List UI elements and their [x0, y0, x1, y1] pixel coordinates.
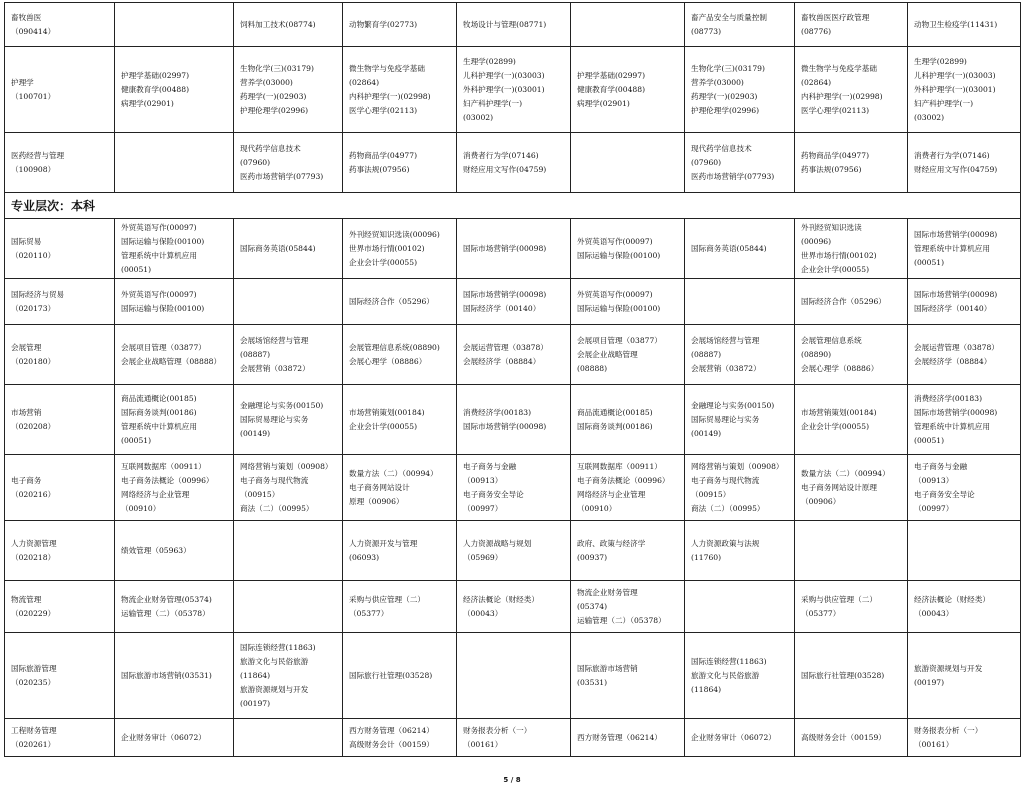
- course-cell: 会展项目管理（03877） 会展企业战略管理 (08888): [571, 325, 685, 385]
- course-cell: 畜产品安全与质量控制 (08773): [685, 3, 795, 47]
- table-row: [5, 455, 1021, 521]
- course-cell: 会展运营管理（03878） 会展经济学（08884）: [908, 325, 1021, 385]
- course-cell: 绩效管理（05963）: [115, 521, 234, 581]
- course-cell: [234, 581, 343, 633]
- course-cell: 金融理论与实务(00150) 国际贸易理论与实务 (00149): [685, 385, 795, 455]
- major-cell: 护理学 （100701）: [5, 47, 115, 133]
- course-cell: 外刊经贸知识选读 (00096) 世界市场行情(00102) 企业会计学(00055): [795, 219, 908, 279]
- course-cell: 国际旅行社管理(03528): [795, 633, 908, 719]
- table-section-lower: [5, 219, 1021, 757]
- major-cell: 人力资源管理 （020218）: [5, 521, 115, 581]
- course-cell: 国际市场营销学(00098): [457, 219, 571, 279]
- course-cell: [115, 3, 234, 47]
- major-cell: 电子商务 （020216）: [5, 455, 115, 521]
- page-number: 5 / 8: [503, 776, 521, 784]
- course-cell: 国际旅游市场营销(03531): [115, 633, 234, 719]
- course-cell: 外贸英语写作(00097) 国际运输与保险(00100): [571, 279, 685, 325]
- course-cell: 人力资源政策与法规 (11760): [685, 521, 795, 581]
- course-cell: 财务报表分析（一） （00161）: [457, 719, 571, 757]
- document-page: [4, 2, 1020, 757]
- course-cell: 牧场设计与管理(08771): [457, 3, 571, 47]
- course-cell: 国际商务英语(05844): [234, 219, 343, 279]
- course-cell: 网络营销与策划（00908） 电子商务与现代物流 （00915） 商法（二）（00995）: [685, 455, 795, 521]
- course-cell: [685, 581, 795, 633]
- course-cell: 政府、政策与经济学 (00937): [571, 521, 685, 581]
- major-cell: 国际旅游管理 （020235）: [5, 633, 115, 719]
- course-cell: 动物卫生检疫学(11431): [908, 3, 1021, 47]
- course-cell: 西方财务管理（06214） 高级财务会计（00159）: [343, 719, 457, 757]
- table-row: [5, 633, 1021, 719]
- course-cell: [571, 3, 685, 47]
- course-cell: 药物商品学(04977) 药事法规(07956): [795, 133, 908, 193]
- major-cell: 工程财务管理 （020261）: [5, 719, 115, 757]
- course-cell: 国际市场营销学(00098) 国际经济学（00140）: [457, 279, 571, 325]
- course-cell: 生理学(02899) 儿科护理学(一)(03003) 外科护理学(一)(03001) 妇产科护理学(一) (03002): [457, 47, 571, 133]
- course-cell: 外贸英语写作(00097) 国际运输与保险(00100) 管理系统中计算机应用 (00051): [115, 219, 234, 279]
- major-cell: 物流管理 （020229）: [5, 581, 115, 633]
- course-cell: 会展场馆经营与管理 (08887) 会展营销（03872）: [234, 325, 343, 385]
- course-cell: 药物商品学(04977) 药事法规(07956): [343, 133, 457, 193]
- course-cell: 国际经济合作（05296）: [343, 279, 457, 325]
- exam-course-table: [4, 2, 1021, 757]
- major-cell: 会展管理 （020180）: [5, 325, 115, 385]
- table-row: [5, 325, 1021, 385]
- course-cell: 国际市场营销学(00098) 管理系统中计算机应用 (00051): [908, 219, 1021, 279]
- course-cell: 电子商务与金融 （00913） 电子商务安全导论 （00997）: [457, 455, 571, 521]
- table-row: [5, 279, 1021, 325]
- major-cell: 市场营销 （020208）: [5, 385, 115, 455]
- course-cell: 数量方法（二）（00994） 电子商务网站设计原理 （00906）: [795, 455, 908, 521]
- course-cell: 人力资源开发与管理 (06093): [343, 521, 457, 581]
- course-cell: 外贸英语写作(00097) 国际运输与保险(00100): [115, 279, 234, 325]
- course-cell: 物流企业财务管理(05374) 运输管理（二）（05378）: [115, 581, 234, 633]
- course-cell: 会展运营管理（03878） 会展经济学（08884）: [457, 325, 571, 385]
- course-cell: 采购与供应管理（二） （05377）: [343, 581, 457, 633]
- course-cell: 微生物学与免疫学基础 (02864) 内科护理学(一)(02998) 医学心理学(02113): [343, 47, 457, 133]
- course-cell: 动物繁育学(02773): [343, 3, 457, 47]
- course-cell: 会展项目管理（03877） 会展企业战略管理（08888）: [115, 325, 234, 385]
- table-row: [5, 581, 1021, 633]
- course-cell: 外刊经贸知识选读(00096) 世界市场行情(00102) 企业会计学(00055): [343, 219, 457, 279]
- course-cell: 会展场馆经营与管理 (08887) 会展营销（03872）: [685, 325, 795, 385]
- major-cell: 畜牧兽医 （090414）: [5, 3, 115, 47]
- course-cell: 国际连锁经营(11863) 旅游文化与民俗旅游 (11864) 旅游资源规划与开发 (00197): [234, 633, 343, 719]
- course-cell: 消费经济学(00183) 国际市场营销学(00098) 管理系统中计算机应用 (00051): [908, 385, 1021, 455]
- course-cell: 采购与供应管理（二） （05377）: [795, 581, 908, 633]
- course-cell: [234, 279, 343, 325]
- table-row: [5, 719, 1021, 757]
- course-cell: 高级财务会计（00159）: [795, 719, 908, 757]
- table-row: [5, 385, 1021, 455]
- course-cell: 国际经济合作（05296）: [795, 279, 908, 325]
- course-cell: 畜牧兽医医疗政管理 (08776): [795, 3, 908, 47]
- course-cell: 企业财务审计（06072）: [685, 719, 795, 757]
- course-cell: 国际旅行社管理(03528): [343, 633, 457, 719]
- course-cell: 国际旅游市场营销 (03531): [571, 633, 685, 719]
- course-cell: [908, 521, 1021, 581]
- course-cell: 企业财务审计（06072）: [115, 719, 234, 757]
- course-cell: 数量方法（二）（00994） 电子商务网站设计 原理（00906）: [343, 455, 457, 521]
- course-cell: 消费者行为学(07146) 财经应用文写作(04759): [908, 133, 1021, 193]
- course-cell: 互联网数据库（00911） 电子商务法概论（00996） 网络经济与企业管理 （00910）: [571, 455, 685, 521]
- course-cell: 西方财务管理（06214）: [571, 719, 685, 757]
- course-cell: 饲料加工技术(08774): [234, 3, 343, 47]
- course-cell: 互联网数据库（00911） 电子商务法概论（00996） 网络经济与企业管理 （00910）: [115, 455, 234, 521]
- course-cell: 国际商务英语(05844): [685, 219, 795, 279]
- major-cell: 国际经济与贸易 （020173）: [5, 279, 115, 325]
- course-cell: 护理学基础(02997) 健康教育学(00488) 病理学(02901): [115, 47, 234, 133]
- course-cell: 现代药学信息技术 (07960) 医药市场营销学(07793): [234, 133, 343, 193]
- course-cell: 会展管理信息系统(08890) 会展心理学（08886）: [343, 325, 457, 385]
- course-cell: 旅游资源规划与开发 (00197): [908, 633, 1021, 719]
- course-cell: 网络营销与策划（00908） 电子商务与现代物流 （00915） 商法（二）（00995）: [234, 455, 343, 521]
- table-row: [5, 521, 1021, 581]
- course-cell: 财务报表分析（一） （00161）: [908, 719, 1021, 757]
- course-cell: [685, 279, 795, 325]
- course-cell: 会展管理信息系统 (08890) 会展心理学（08886）: [795, 325, 908, 385]
- course-cell: 金融理论与实务(00150) 国际贸易理论与实务 (00149): [234, 385, 343, 455]
- course-cell: 物流企业财务管理 (05374) 运输管理（二）（05378）: [571, 581, 685, 633]
- course-cell: 微生物学与免疫学基础 (02864) 内科护理学(一)(02998) 医学心理学(02113): [795, 47, 908, 133]
- course-cell: 国际市场营销学(00098) 国际经济学（00140）: [908, 279, 1021, 325]
- course-cell: 现代药学信息技术 (07960) 医药市场营销学(07793): [685, 133, 795, 193]
- course-cell: 市场营销策划(00184) 企业会计学(00055): [795, 385, 908, 455]
- course-cell: 生物化学(三)(03179) 营养学(03000) 药理学(一)(02903) 护理伦理学(02996): [685, 47, 795, 133]
- major-cell: 国际贸易 （020110）: [5, 219, 115, 279]
- course-cell: 外贸英语写作(00097) 国际运输与保险(00100): [571, 219, 685, 279]
- table-section-divider: [5, 193, 1021, 219]
- course-cell: [234, 719, 343, 757]
- course-cell: [457, 633, 571, 719]
- course-cell: [234, 521, 343, 581]
- table-row: [5, 219, 1021, 279]
- table-section-upper: [5, 3, 1021, 193]
- course-cell: 人力资源战略与规划 （05969）: [457, 521, 571, 581]
- course-cell: 经济法概论（财经类） （00043）: [908, 581, 1021, 633]
- course-cell: 商品流通概论(00185) 国际商务谈判(00186): [571, 385, 685, 455]
- course-cell: 国际连锁经营(11863) 旅游文化与民俗旅游 (11864): [685, 633, 795, 719]
- course-cell: [795, 521, 908, 581]
- major-cell: 医药经营与管理 （100908）: [5, 133, 115, 193]
- course-cell: 市场营销策划(00184) 企业会计学(00055): [343, 385, 457, 455]
- table-row: [5, 47, 1021, 133]
- table-row: [5, 133, 1021, 193]
- course-cell: 护理学基础(02997) 健康教育学(00488) 病理学(02901): [571, 47, 685, 133]
- course-cell: 消费经济学(00183) 国际市场营销学(00098): [457, 385, 571, 455]
- course-cell: 消费者行为学(07146) 财经应用文写作(04759): [457, 133, 571, 193]
- section-heading: 专业层次：本科: [5, 193, 1021, 219]
- course-cell: 生物化学(三)(03179) 营养学(03000) 药理学(一)(02903) 护理伦理学(02996): [234, 47, 343, 133]
- course-cell: 经济法概论（财经类） （00043）: [457, 581, 571, 633]
- course-cell: 生理学(02899) 儿科护理学(一)(03003) 外科护理学(一)(03001) 妇产科护理学(一) (03002): [908, 47, 1021, 133]
- course-cell: [571, 133, 685, 193]
- course-cell: [115, 133, 234, 193]
- course-cell: 电子商务与金融 （00913） 电子商务安全导论 （00997）: [908, 455, 1021, 521]
- table-row: [5, 3, 1021, 47]
- course-cell: 商品流通概论(00185) 国际商务谈判(00186) 管理系统中计算机应用 (00051): [115, 385, 234, 455]
